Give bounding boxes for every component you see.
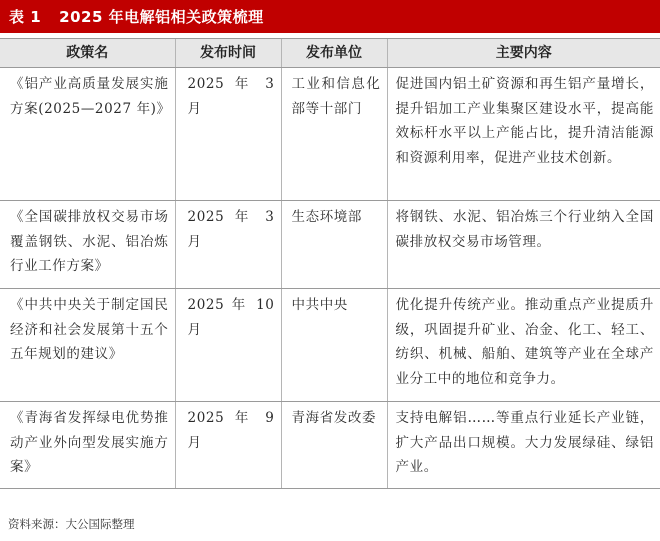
cell-policy-name: 《铝产业高质量发展实施方案(2025—2027 年)》 (0, 68, 175, 201)
table-row (0, 402, 660, 489)
header-policy-name: 政策名 (0, 39, 175, 68)
cell-issuer: 工业和信息化部等十部门 (281, 68, 387, 201)
cell-policy-name: 《中共中央关于制定国民经济和社会发展第十五个五年规划的建议》 (0, 289, 175, 402)
cell-policy-name: 《全国碳排放权交易市场覆盖钢铁、水泥、铝冶炼行业工作方案》 (0, 201, 175, 289)
table-row (0, 68, 660, 201)
cell-policy-name: 《青海省发挥绿电优势推动产业外向型发展实施方案》 (0, 402, 175, 489)
header-issuer: 发布单位 (281, 39, 387, 68)
policy-table (0, 38, 660, 489)
cell-issuer: 中共中央 (281, 289, 387, 402)
cell-release-date: 2025 年 3 月 (175, 201, 281, 289)
table-row (0, 289, 660, 402)
table-row (0, 201, 660, 289)
table-title: 2025 年电解铝相关政策梳理 (59, 8, 264, 26)
table-header-row (0, 39, 660, 68)
cell-main-content: 支持电解铝……等重点行业延长产业链，扩大产品出口规模。大力发展绿硅、绿铝产业。 (387, 402, 660, 489)
cell-release-date: 2025 年 10 月 (175, 289, 281, 402)
cell-main-content: 促进国内铝土矿资源和再生铝产量增长，提升铝加工产业集聚区建设水平，提高能效标杆水平以上产能占比，提升清洁能源和资源利用率，促进产业技术创新。 (387, 68, 660, 201)
cell-issuer: 青海省发改委 (281, 402, 387, 489)
cell-main-content: 将钢铁、水泥、铝冶炼三个行业纳入全国碳排放权交易市场管理。 (387, 201, 660, 289)
header-release-date: 发布时间 (175, 39, 281, 68)
cell-release-date: 2025 年 9 月 (175, 402, 281, 489)
cell-main-content: 优化提升传统产业。推动重点产业提质升级，巩固提升矿业、冶金、化工、轻工、纺织、机械、船舶、建筑等产业在全球产业分工中的地位和竞争力。 (387, 289, 660, 402)
cell-release-date: 2025 年 3 月 (175, 68, 281, 201)
table-number: 表 1 (9, 8, 42, 26)
source-note: 资料来源：大公国际整理 (8, 517, 135, 531)
cell-issuer: 生态环境部 (281, 201, 387, 289)
header-main-content: 主要内容 (387, 39, 660, 68)
table-title-bar (0, 0, 660, 33)
